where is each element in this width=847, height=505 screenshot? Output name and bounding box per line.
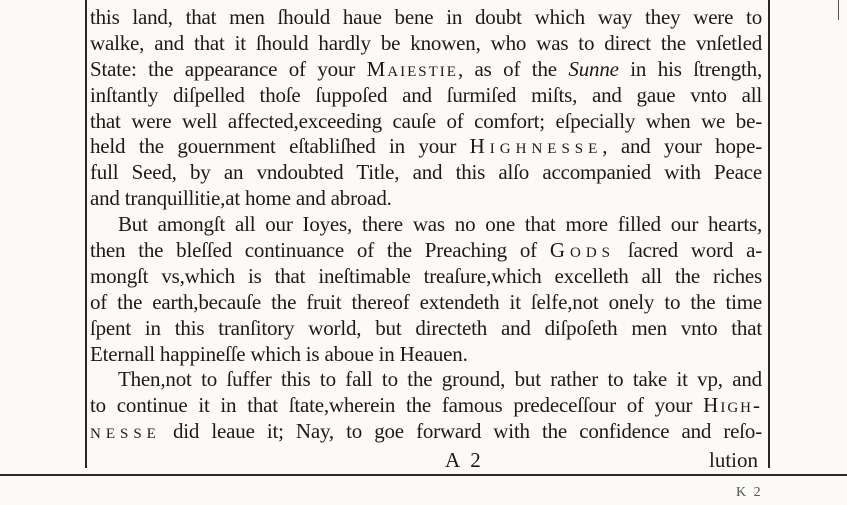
text-run: , as of the bbox=[457, 56, 569, 81]
text-run: State: the appearance of your bbox=[90, 56, 367, 81]
text-line bbox=[90, 109, 762, 135]
page-number-mark: K 2 bbox=[736, 485, 763, 500]
text-run: ſpent in this tranſitory world, but directeth and diſpoſeth men vnto that bbox=[90, 315, 762, 340]
emphasized-word: Maiestie bbox=[366, 56, 458, 81]
text-line bbox=[90, 57, 762, 83]
text-run: , and your hope- bbox=[602, 134, 762, 159]
text-line bbox=[90, 419, 762, 445]
text-run: Eternall happineſſe which is aboue in Heauen. bbox=[90, 341, 468, 366]
text-line bbox=[90, 212, 762, 238]
text-line bbox=[90, 393, 762, 419]
text-run: this land, that men ſhould haue bene in doubt which way they were to bbox=[90, 5, 762, 29]
text-run: held the gouernment eſtabliſhed in your bbox=[90, 134, 470, 159]
margin-rule bbox=[838, 0, 839, 20]
body-text bbox=[90, 5, 762, 445]
text-run: to continue it in that ſtate,wherein the famous predeceſſour of your bbox=[90, 393, 704, 418]
text-run: full Seed, by an vndoubted Title, and this alſo accompanied with Peace bbox=[90, 160, 762, 185]
text-line bbox=[90, 160, 762, 186]
bottom-border-rule bbox=[0, 474, 847, 476]
text-run: and tranquillitie,at home and abroad. bbox=[90, 186, 392, 211]
text-run: of the earth,becauſe the fruit thereof extendeth it ſelfe,not onely to the time bbox=[90, 289, 762, 314]
emphasized-word: Highnesse bbox=[469, 134, 603, 159]
emphasized-word: Gods bbox=[549, 238, 616, 263]
emphasized-word: nesse bbox=[90, 419, 161, 444]
text-run: Then,not to ſuffer this to fall to the ground, but rather to take it vp, and bbox=[118, 367, 762, 392]
text-line bbox=[90, 367, 762, 393]
text-run: mongſt vs,which is that ineſtimable treaſure,which excelleth all the riches bbox=[90, 263, 762, 288]
emphasized-word: High- bbox=[703, 393, 762, 418]
emphasized-word: Sunne bbox=[568, 56, 619, 81]
text-run: But amongſt all our Ioyes, there was no one that more filled our hearts, bbox=[118, 212, 762, 237]
text-line bbox=[90, 238, 762, 264]
text-line bbox=[90, 342, 762, 368]
text-run: walke, and that it ſhould hardly be knowen, who was to direct the vnſetled bbox=[90, 30, 762, 55]
text-line bbox=[90, 83, 762, 109]
text-line bbox=[90, 316, 762, 342]
page-footer bbox=[90, 447, 762, 473]
text-line bbox=[90, 264, 762, 290]
text-line bbox=[90, 134, 762, 160]
text-line bbox=[90, 5, 762, 31]
text-run: in his ſtrength, bbox=[618, 56, 762, 81]
text-run: that were well affected,exceeding cauſe of comfort; eſpecially when we be- bbox=[90, 108, 762, 133]
text-run: did leaue it; Nay, to goe forward with the confidence and reſo- bbox=[160, 419, 762, 444]
text-run: inſtantly diſpelled thoſe ſuppoſed and ſurmiſed miſts, and gaue vnto all bbox=[90, 82, 762, 107]
signature-mark: A 2 bbox=[445, 448, 484, 472]
text-run: then the bleſſed continuance of the Preaching of bbox=[90, 238, 550, 263]
text-line bbox=[90, 186, 762, 212]
text-line bbox=[90, 290, 762, 316]
catchword: lution bbox=[708, 448, 758, 472]
text-run: ſacred word a- bbox=[615, 238, 763, 263]
left-border-rule bbox=[85, 0, 87, 468]
right-border-rule bbox=[768, 0, 770, 468]
text-line bbox=[90, 31, 762, 57]
